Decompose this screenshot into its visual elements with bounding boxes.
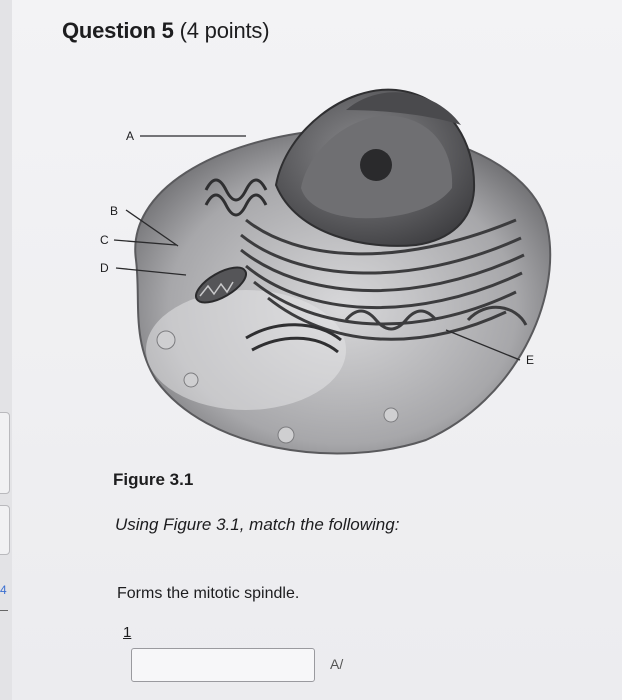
label-a: A (126, 129, 135, 143)
label-e: E (526, 353, 535, 367)
match-prompt: Forms the mitotic spindle. (117, 585, 300, 602)
question-points: (4 points) (179, 18, 270, 43)
answer-input[interactable] (131, 648, 315, 682)
question-title (62, 18, 269, 44)
answer-number-label: 1 (123, 624, 132, 641)
cytoplasm-highlight (146, 290, 346, 410)
label-d: D (100, 261, 109, 275)
label-c: C (100, 233, 109, 247)
sidebar-question-box[interactable] (0, 412, 10, 494)
question-title-text: Question 5 (62, 18, 174, 43)
sidebar-dash (0, 610, 8, 611)
spellcheck-icon[interactable]: A/ (330, 656, 344, 672)
sidebar-question-number[interactable]: 4 (0, 583, 7, 597)
cell-figure (96, 70, 556, 460)
figure-caption: Figure 3.1 (113, 470, 194, 489)
label-b: B (110, 204, 119, 218)
instruction-text: Using Figure 3.1, match the following: (115, 515, 400, 534)
nucleolus (360, 149, 392, 181)
sidebar-question-box[interactable] (0, 505, 10, 555)
